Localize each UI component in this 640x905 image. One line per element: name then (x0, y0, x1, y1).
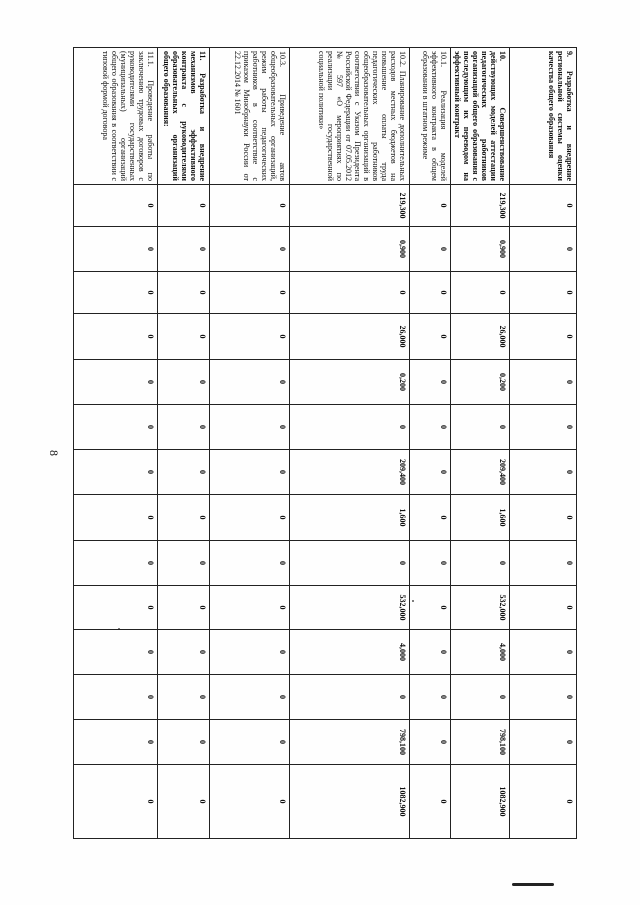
value-cell: 0 (510, 765, 577, 839)
value-cell: 0 (410, 675, 451, 720)
row-label: 10. Совершенствование действующих моделей аттестации педагогических работников организаций общего образования с последующим их переводом на эффективный контракт (451, 48, 510, 185)
table-row (210, 48, 290, 839)
value-cell: 0 (410, 185, 451, 227)
value-cell: 0 (410, 630, 451, 675)
value-cell: 0 (410, 541, 451, 586)
value-cell: 209,400 (451, 450, 510, 495)
value-cell: 26,000 (290, 314, 410, 360)
value-cell: 0 (74, 227, 158, 272)
value-cell: 0 (158, 450, 210, 495)
value-cell: 0 (410, 450, 451, 495)
value-cell: 0 (510, 495, 577, 541)
value-cell: 0 (451, 272, 510, 314)
table-row (290, 48, 410, 839)
value-cell: 0 (210, 675, 290, 720)
value-cell: 0 (290, 541, 410, 586)
table-row (510, 48, 577, 839)
budget-table-body (74, 48, 577, 839)
value-cell: 219,300 (451, 185, 510, 227)
value-cell: 0 (210, 185, 290, 227)
value-cell: 0 (510, 630, 577, 675)
value-cell: 0 (510, 272, 577, 314)
value-cell: 0 (510, 405, 577, 450)
value-cell: 0 (74, 314, 158, 360)
value-cell: 0 (74, 360, 158, 405)
value-cell: 0 (158, 360, 210, 405)
value-cell: 0 (410, 586, 451, 630)
value-cell: 0 (74, 405, 158, 450)
value-cell: 0 (290, 272, 410, 314)
value-cell: 1,600 (451, 495, 510, 541)
rotated-table-frame (81, 47, 577, 838)
value-cell: 0 (210, 314, 290, 360)
value-cell: 0 (290, 405, 410, 450)
value-cell: 0 (510, 450, 577, 495)
value-cell: 0 (410, 360, 451, 405)
value-cell: 532,000 (451, 586, 510, 630)
value-cell: 0 (451, 675, 510, 720)
value-cell: 0 (74, 495, 158, 541)
value-cell: 0,900 (290, 227, 410, 272)
value-cell: 0 (74, 450, 158, 495)
value-cell: 0 (290, 675, 410, 720)
value-cell: 0 (74, 765, 158, 839)
value-cell: 0 (210, 630, 290, 675)
value-cell: 209,400 (290, 450, 410, 495)
value-cell: 0,200 (290, 360, 410, 405)
value-cell: 532,000 (290, 586, 410, 630)
value-cell: 0 (410, 314, 451, 360)
table-row (158, 48, 210, 839)
value-cell: 0 (510, 314, 577, 360)
value-cell: 0 (410, 720, 451, 765)
row-label: 10.2. Планирование дополнительных расходов местных бюджетов на повышение оплаты труда педагогических работников общеобразовательных организаций в соответствии с Указом Президента Российской Федерации от 07.05.2012 № 597 «О мероприятиях по реализации государственной социальной политики» (290, 48, 410, 185)
value-cell: 0 (158, 586, 210, 630)
value-cell: 0 (158, 495, 210, 541)
value-cell: 0 (74, 541, 158, 586)
value-cell: 0 (210, 360, 290, 405)
value-cell: 0 (210, 495, 290, 541)
value-cell: 0 (158, 227, 210, 272)
value-cell: 0 (74, 675, 158, 720)
value-cell: 0 (510, 185, 577, 227)
page-number: 8 (47, 450, 61, 456)
value-cell: 0 (510, 227, 577, 272)
table-row (410, 48, 451, 839)
value-cell: 0 (210, 227, 290, 272)
table-row (74, 48, 158, 839)
value-cell: 0 (74, 185, 158, 227)
value-cell: 0 (210, 405, 290, 450)
budget-table (73, 47, 577, 839)
value-cell: 0 (210, 272, 290, 314)
value-cell: 0 (451, 405, 510, 450)
value-cell: 0 (510, 586, 577, 630)
value-cell: 0 (210, 720, 290, 765)
value-cell: 0 (210, 765, 290, 839)
value-cell: 219,300 (290, 185, 410, 227)
value-cell: 0 (510, 675, 577, 720)
value-cell: 0 (158, 314, 210, 360)
value-cell: 0 (510, 541, 577, 586)
value-cell: 0 (210, 450, 290, 495)
value-cell: 1,600 (290, 495, 410, 541)
value-cell: 0 (410, 765, 451, 839)
row-label: 10.3. Приведение актов общеобразовательных организаций, режим работы педагогических работников в соответствие с приказом Минобрнауки России от 22.12.2014 № 1601 (210, 48, 290, 185)
value-cell: 0 (410, 495, 451, 541)
value-cell: 0,200 (451, 360, 510, 405)
value-cell: 0 (210, 541, 290, 586)
value-cell: 0 (158, 541, 210, 586)
scan-mark (512, 883, 554, 886)
value-cell: 26,000 (451, 314, 510, 360)
value-cell: 0 (158, 765, 210, 839)
value-cell: 0 (158, 272, 210, 314)
value-cell: 0 (74, 272, 158, 314)
value-cell: 4,000 (290, 630, 410, 675)
row-label: 9. Разработка и внедрение региональной системы оценки качества общего образования (510, 48, 577, 185)
value-cell: 0 (158, 405, 210, 450)
row-label: 10.1. Реализация моделей эффективного контракта в общем образовании в штатном режиме (410, 48, 451, 185)
value-cell: 0 (158, 720, 210, 765)
value-cell: 798,100 (451, 720, 510, 765)
row-label: 11.1. Проведение работы по заключению трудовых договоров с руководителями государственных (муниципальных) организаций общего образования в соответствии с типовой формой договора (74, 48, 158, 185)
value-cell: 0 (158, 675, 210, 720)
value-cell: 0 (74, 630, 158, 675)
value-cell: 0 (410, 227, 451, 272)
value-cell: 0 (510, 360, 577, 405)
value-cell: 0,900 (451, 227, 510, 272)
value-cell: 0 (210, 586, 290, 630)
value-cell: 0 (158, 185, 210, 227)
table-row (451, 48, 510, 839)
value-cell: 1082,900 (290, 765, 410, 839)
value-cell: 0 (510, 720, 577, 765)
value-cell: 0 (410, 405, 451, 450)
value-cell: 4,000 (451, 630, 510, 675)
value-cell: 0 (74, 586, 158, 630)
value-cell: 1082,900 (451, 765, 510, 839)
value-cell: 0 (410, 272, 451, 314)
value-cell: 798,100 (290, 720, 410, 765)
value-cell: 0 (451, 541, 510, 586)
row-label: 11. Разработка и внедрение механизмов эффективного контракта с руководителями образовательных организаций общего образования: (158, 48, 210, 185)
value-cell: 0 (158, 630, 210, 675)
value-cell: 0 (74, 720, 158, 765)
